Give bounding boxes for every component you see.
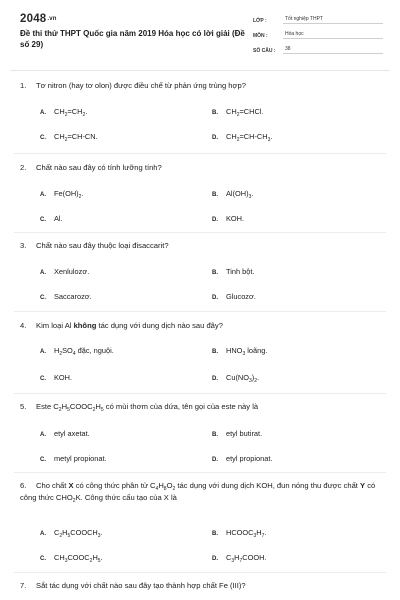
option-c[interactable]: [40, 292, 92, 301]
question-number: 1.: [20, 81, 27, 90]
option-letter: C.: [40, 217, 46, 223]
question-1: [20, 80, 390, 92]
option-text: $Fe(OH)_2$.: [54, 189, 84, 200]
meta-label: MÔN :: [253, 33, 268, 39]
question-3: [20, 240, 390, 252]
meta-row-subject: [253, 29, 383, 39]
question-text-emphasis: không: [73, 321, 97, 330]
option-text: $HNO_3$ loãng.: [226, 346, 268, 357]
option-text: $C_2H_5COOCH_3$.: [54, 528, 103, 539]
question-text: Este $C_2H_5COOC_2H_5$ có mùi thơm của dứa, tên gọi của este này là: [36, 402, 259, 413]
option-text: $C_3H_7COOH$.: [226, 553, 267, 564]
option-text: Xenlulozơ.: [54, 267, 90, 276]
meta-row-count: [253, 44, 383, 54]
option-letter: D.: [212, 135, 218, 141]
option-letter: A.: [40, 531, 46, 537]
option-letter: B.: [212, 110, 218, 116]
option-text: $HCOOC_3H_7$.: [226, 528, 267, 539]
option-letter: A.: [40, 110, 46, 116]
option-letter: C.: [40, 135, 46, 141]
option-text: Al.: [54, 214, 63, 223]
logo-suffix: .vn: [47, 16, 57, 22]
option-letter: B.: [212, 349, 218, 355]
option-a[interactable]: [40, 528, 103, 537]
option-text: Saccarozơ.: [54, 292, 92, 301]
question-7: [20, 580, 390, 592]
option-a[interactable]: [40, 189, 83, 198]
option-text: etyl propionat.: [226, 454, 273, 463]
option-text: $CH_2=CH-CN$.: [54, 132, 98, 143]
question-text-part: tác dụng với dung dịch nào sau đây?: [96, 321, 223, 330]
option-letter: B.: [212, 192, 218, 198]
question-separator: [14, 232, 386, 233]
option-text: $CH_3COOC_2H_5$.: [54, 553, 103, 564]
option-letter: D.: [212, 457, 218, 463]
option-text: $H_2SO_4$ đặc, nguội.: [54, 346, 114, 357]
question-text: Cho chất X có công thức phân tử $C_4H_8O_2$ tác dụng với dung dịch KOH, đun nóng thu được chất Y có công thức $CHO_2K$. Công thức cấu tạo của X là: [20, 481, 376, 504]
option-letter: C.: [40, 295, 46, 301]
option-letter: B.: [212, 432, 218, 438]
option-c[interactable]: [40, 132, 98, 141]
option-text: $Al(OH)_3$.: [226, 189, 254, 200]
option-d[interactable]: [212, 292, 256, 301]
option-d[interactable]: [212, 454, 272, 463]
question-separator: [14, 153, 386, 154]
site-logo[interactable]: [20, 13, 57, 25]
question-separator: [14, 393, 386, 394]
meta-label: SỐ CÂU :: [253, 48, 276, 54]
question-4: [20, 320, 390, 332]
option-letter: D.: [212, 295, 218, 301]
option-d[interactable]: [212, 553, 266, 562]
question-number: 7.: [20, 581, 27, 590]
option-letter: A.: [40, 432, 46, 438]
option-a[interactable]: [40, 429, 90, 438]
question-separator: [14, 572, 386, 573]
question-text: Sắt tác dụng với chất nào sau đây tạo thành hợp chất Fe (III)?: [36, 581, 246, 590]
option-d[interactable]: [212, 214, 244, 223]
question-separator: [14, 311, 386, 312]
option-d[interactable]: [212, 132, 272, 141]
option-letter: D.: [212, 217, 218, 223]
question-number: 4.: [20, 321, 27, 330]
option-letter: D.: [212, 376, 218, 382]
option-a[interactable]: [40, 107, 87, 116]
meta-value: 38: [283, 46, 383, 54]
option-a[interactable]: [40, 267, 89, 276]
option-text: etyl axetat.: [54, 429, 90, 438]
option-text: Tinh bột.: [226, 267, 255, 276]
option-text: KOH.: [226, 214, 245, 223]
option-c[interactable]: [40, 454, 107, 463]
question-number: 2.: [20, 163, 27, 172]
option-b[interactable]: [212, 346, 267, 355]
option-b[interactable]: [212, 107, 264, 116]
header-divider: [10, 70, 390, 71]
question-5: [20, 401, 390, 413]
question-text: Chất nào sau đây thuộc loại đisaccarit?: [36, 241, 169, 250]
option-d[interactable]: [212, 373, 259, 382]
question-number: 6.: [20, 481, 27, 490]
question-text: [36, 321, 223, 330]
option-b[interactable]: [212, 528, 266, 537]
option-letter: C.: [40, 457, 46, 463]
option-text: $CH_2=CHCl$.: [226, 107, 264, 118]
option-c[interactable]: [40, 214, 63, 223]
meta-value: Hóa học: [283, 31, 383, 39]
option-text: $CH_2=CH_2$.: [54, 107, 88, 118]
option-text: $Cu(NO_3)_2$.: [226, 373, 260, 384]
option-c[interactable]: [40, 553, 103, 562]
question-text-part: Kim loại Al: [36, 321, 74, 330]
option-letter: C.: [40, 556, 46, 562]
option-text: etyl butirat.: [226, 429, 263, 438]
option-letter: A.: [40, 270, 46, 276]
question-6: [20, 480, 380, 504]
question-text: Chất nào sau đây có tính lưỡng tính?: [36, 163, 162, 172]
option-letter: B.: [212, 270, 218, 276]
exam-meta: [253, 14, 383, 59]
meta-label: LỚP :: [253, 18, 267, 24]
question-number: 3.: [20, 241, 27, 250]
option-b[interactable]: [212, 267, 254, 276]
question-2: [20, 162, 390, 174]
option-letter: D.: [212, 556, 218, 562]
option-letter: A.: [40, 192, 46, 198]
option-letter: A.: [40, 349, 46, 355]
question-text: Tơ nitron (hay tơ olon) được điều chế từ phản ứng trùng hợp?: [36, 81, 246, 90]
option-text: metyl propionat.: [54, 454, 107, 463]
option-letter: B.: [212, 531, 218, 537]
question-number: 5.: [20, 402, 27, 411]
meta-value: Tốt nghiệp THPT: [283, 16, 383, 24]
option-b[interactable]: [212, 429, 262, 438]
option-letter: C.: [40, 376, 46, 382]
meta-row-class: [253, 14, 383, 24]
option-a[interactable]: [40, 346, 114, 355]
option-b[interactable]: [212, 189, 253, 198]
question-separator: [14, 472, 386, 473]
option-c[interactable]: [40, 373, 72, 382]
option-text: Glucozơ.: [226, 292, 256, 301]
option-text: KOH.: [54, 373, 73, 382]
document-title: Đề thi thử THPT Quốc gia năm 2019 Hóa học có lời giải (Đề số 29): [20, 29, 245, 49]
logo-text: 2048: [20, 13, 47, 25]
option-text: $CH_2=CH-CH_3$.: [226, 132, 273, 143]
